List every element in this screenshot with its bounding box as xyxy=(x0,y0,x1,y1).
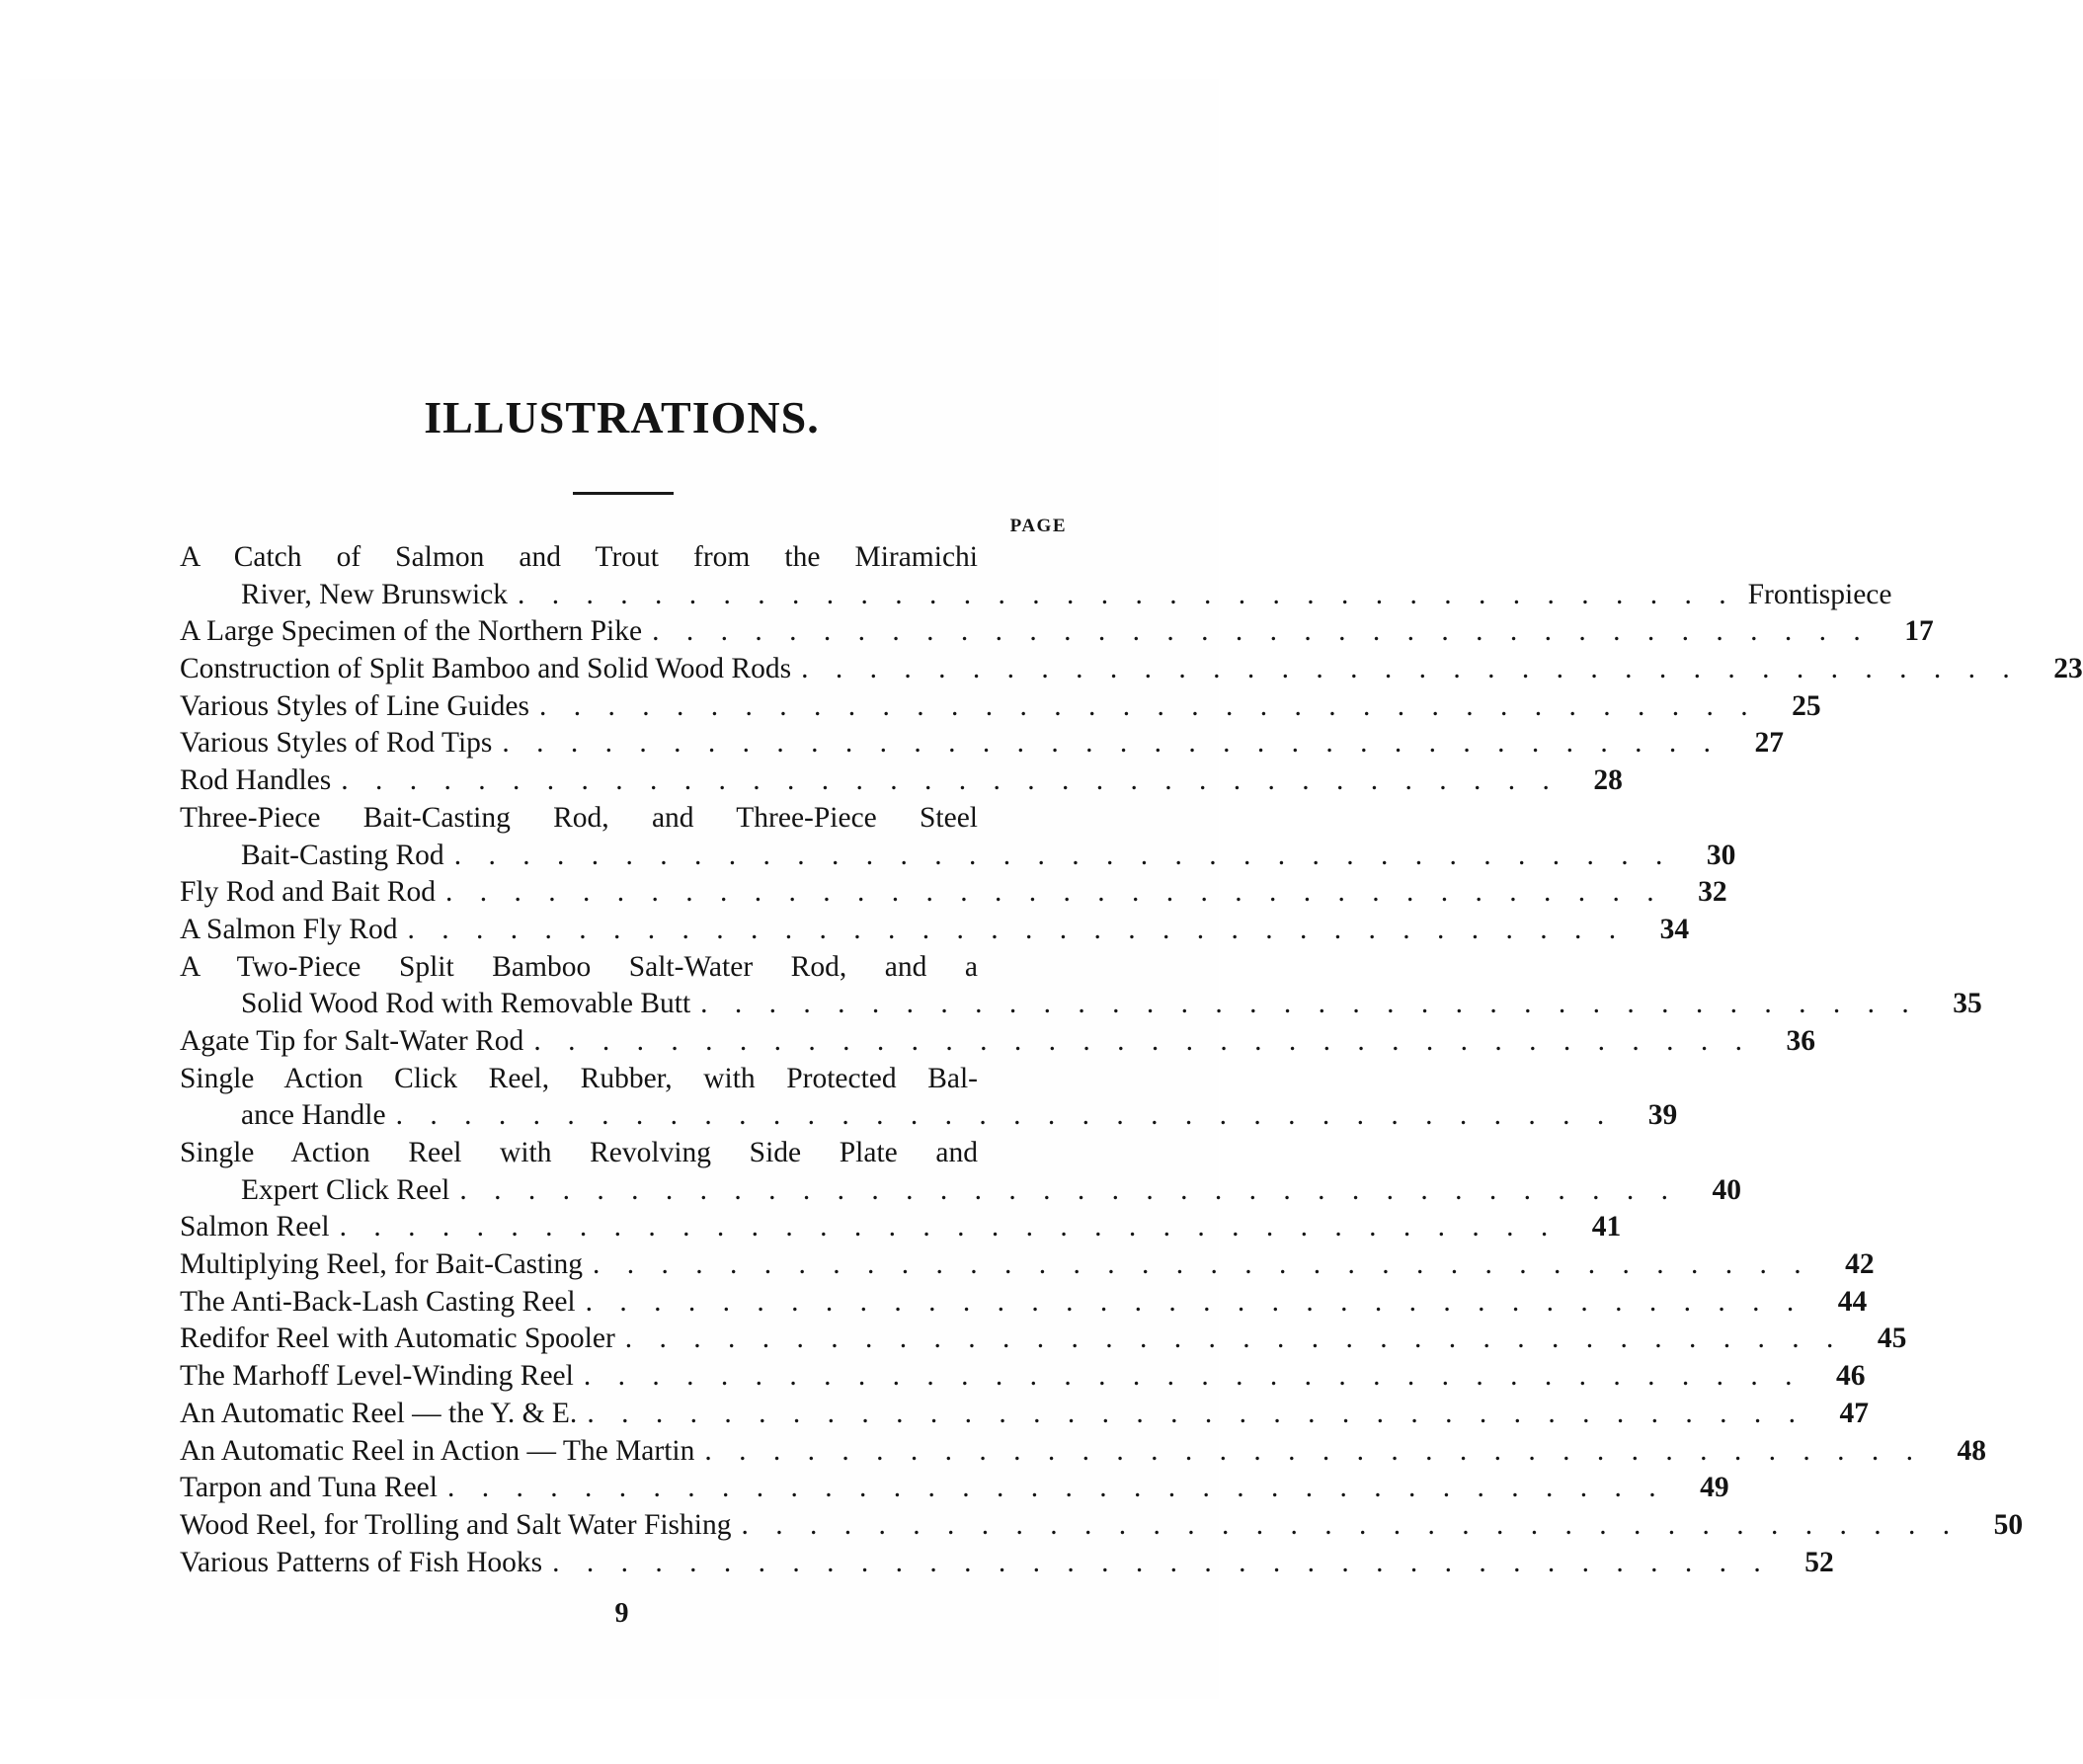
page-column-header: PAGE xyxy=(1009,516,1067,536)
illustration-entry xyxy=(180,800,1736,874)
illustration-entry xyxy=(180,874,1727,912)
illustration-entry xyxy=(180,539,1892,613)
entry-line xyxy=(180,1358,1866,1396)
illustration-entry xyxy=(180,1507,2024,1545)
dot-leader: . . . . . . . . . . . . . . . . . . . . . . . . . . . . . . . . . . . . xyxy=(593,1248,1811,1281)
entry-line xyxy=(180,613,1934,651)
illustration-entry xyxy=(180,1545,1834,1582)
dot-leader: . . . . . . . . . . . . . . . . . . . . . . . . . . . . . . . . . . . . xyxy=(341,764,1560,797)
dot-leader: . . . . . . . . . . . . . . . . . . . . . . . . . . . . . . . . . . . . xyxy=(538,689,1758,722)
dot-leader: . . . . . . . . . . . . . . . . . . . . . . . . . . . . . . . . . . . . xyxy=(395,1099,1615,1132)
dot-leader: . . . . . . . . . . . . . . . . . . . . . . . . . . . . . . . . . . . . xyxy=(446,1472,1666,1504)
dot-leader: . . . . . . . . . . . . . . . . . . . . . . . . . . . . . . . . . . . . xyxy=(533,1024,1752,1057)
dot-leader: . . . . . . . . . . . . . . . . . . . . . . . . . . . . . . . . . . . . xyxy=(704,1434,1923,1467)
entry-line xyxy=(180,1209,1622,1246)
illustration-entry xyxy=(180,762,1623,800)
illustration-entry xyxy=(180,613,1934,651)
page-title: ILLUSTRATIONS. xyxy=(424,392,820,442)
entry-title: Single Action Click Reel, Rubber, with Protected Bal- xyxy=(180,1062,978,1094)
entry-line xyxy=(180,1172,1741,1210)
entry-title: Various Patterns of Fish Hooks xyxy=(180,1546,543,1578)
entry-page-number: 17 xyxy=(1904,615,1934,648)
title-rule xyxy=(573,492,674,495)
entry-line xyxy=(180,651,2083,688)
entry-page-number: 23 xyxy=(2053,653,2083,685)
entry-line xyxy=(180,1507,2024,1545)
entry-page-number: 36 xyxy=(1786,1024,1815,1057)
entry-title: An Automatic Reel — the Y. & E. xyxy=(180,1397,578,1429)
dot-leader: . . . . . . . . . . . . . . . . . . . . . . . . . . . . . . . . . . . . xyxy=(453,839,1673,871)
entry-page-number: 52 xyxy=(1804,1546,1834,1578)
dot-leader: . . . . . . . . . . . . . . . . . . . . . . . . . . . . . . . . . . . . xyxy=(459,1173,1678,1206)
entry-title: An Automatic Reel in Action — The Martin xyxy=(180,1434,695,1467)
illustration-entry xyxy=(180,1470,1729,1507)
dot-leader: . . . . . . . . . . . . . . . . . . . . . . . . . . . . . . . . . . . . xyxy=(444,876,1664,909)
entry-title: Various Styles of Line Guides xyxy=(180,689,529,722)
entry-title: Solid Wood Rod with Removable Butt xyxy=(241,988,691,1020)
entry-page-number: Frontispiece xyxy=(1747,578,1892,610)
entry-line xyxy=(180,1023,1815,1061)
dot-leader: . . . . . . . . . . . . . . . . . . . . . . . . . . . . . . . . . . . . xyxy=(624,1323,1844,1355)
entry-line xyxy=(180,949,1069,987)
dot-leader: . . . . . . . . . . . . . . . . . . . . . . . . . . . . . . . . . . . . xyxy=(583,1360,1803,1393)
entry-line xyxy=(180,725,1785,762)
illustration-entry xyxy=(180,1358,1866,1396)
entry-title: The Anti-Back-Lash Casting Reel xyxy=(180,1285,576,1318)
entry-line xyxy=(180,1470,1729,1507)
entry-line xyxy=(180,1433,1986,1471)
entry-title: A Catch of Salmon and Trout from the Miramichi xyxy=(180,541,978,573)
illustration-entry xyxy=(180,912,1690,949)
entry-title: Various Styles of Rod Tips xyxy=(180,727,493,760)
dot-leader: . . . . . . . . . . . . . . . . . . . . . . . . . . . . . . . . . . . . xyxy=(585,1285,1804,1318)
entry-line xyxy=(180,577,1892,614)
entry-title: The Marhoff Level-Winding Reel xyxy=(180,1360,574,1393)
dot-leader: . . . . . . . . . . . . . . . . . . . . . . . . . . . . . . . . . . . . xyxy=(741,1508,1961,1541)
entry-line xyxy=(180,986,1982,1023)
entry-page-number: 42 xyxy=(1845,1248,1875,1281)
entry-title: Wood Reel, for Trolling and Salt Water Fishing xyxy=(180,1508,732,1541)
illustration-entry xyxy=(180,1135,1741,1209)
page-number: 9 xyxy=(614,1598,629,1629)
entry-page-number: 27 xyxy=(1754,727,1785,760)
entry-title: A Two-Piece Split Bamboo Salt-Water Rod, and a xyxy=(180,950,978,983)
illustration-entry xyxy=(180,1396,1869,1433)
entry-title: Bait-Casting Rod xyxy=(241,839,444,871)
entry-page-number: 50 xyxy=(1993,1508,2024,1541)
dot-leader: . . . . . . . . . . . . . . . . . . . . . . . . . . . . . . . . . . . . xyxy=(339,1211,1559,1243)
entry-page-number: 39 xyxy=(1647,1099,1678,1132)
entry-page-number: 48 xyxy=(1957,1434,1986,1467)
entry-line xyxy=(180,1321,1907,1358)
entry-title: Salmon Reel xyxy=(180,1211,330,1243)
entry-page-number: 40 xyxy=(1712,1173,1741,1206)
entry-title: Tarpon and Tuna Reel xyxy=(180,1472,438,1504)
entry-line xyxy=(180,912,1690,949)
entry-line xyxy=(180,539,1069,577)
entry-title: Agate Tip for Salt-Water Rod xyxy=(180,1024,524,1057)
entry-title: River, New Brunswick xyxy=(241,578,509,610)
entry-line xyxy=(180,1545,1834,1582)
illustration-entry xyxy=(180,1321,1907,1358)
entry-line xyxy=(180,1135,1069,1172)
dot-leader: . . . . . . . . . . . . . . . . . . . . . . . . . . . . . . . . . . . . xyxy=(700,988,1919,1020)
entry-title: Rod Handles xyxy=(180,764,332,797)
dot-leader: . . . . . . . . . . . . . . . . . . . . . . . . . . . . . . . . . . . . xyxy=(407,913,1627,945)
dot-leader: . . . . . . . . . . . . . . . . . . . . . . . . . . . . . . . . . . . . xyxy=(552,1546,1771,1578)
illustration-entry xyxy=(180,651,2083,688)
illustrations-list xyxy=(180,539,2083,1581)
entry-page-number: 28 xyxy=(1593,764,1623,797)
entry-line xyxy=(180,1396,1869,1433)
entry-line xyxy=(180,688,1821,726)
entry-line xyxy=(180,1246,1875,1284)
illustration-entry xyxy=(180,1284,1868,1322)
entry-page-number: 41 xyxy=(1591,1211,1622,1243)
entry-title: Expert Click Reel xyxy=(241,1173,450,1206)
entry-title: Multiplying Reel, for Bait-Casting xyxy=(180,1248,584,1281)
illustration-entry xyxy=(180,1246,1875,1284)
entry-page-number: 45 xyxy=(1877,1323,1907,1355)
entry-page-number: 25 xyxy=(1792,689,1821,722)
dot-leader: . . . . . . . . . . . . . . . . . . . . . . . . . . . . . . . . . . . . xyxy=(587,1397,1805,1429)
illustration-entry xyxy=(180,688,1821,726)
illustration-entry xyxy=(180,1433,1986,1471)
entry-title: A Large Specimen of the Northern Pike xyxy=(180,615,643,648)
entry-title: Single Action Reel with Revolving Side Plate and xyxy=(180,1137,978,1168)
illustration-entry xyxy=(180,1209,1622,1246)
dot-leader: . . . . . . . . . . . . . . . . . . . . . . . . . . . . . . . . . . . . xyxy=(502,727,1722,760)
entry-page-number: 44 xyxy=(1837,1285,1868,1318)
entry-line xyxy=(180,762,1623,800)
entry-page-number: 46 xyxy=(1835,1360,1866,1393)
entry-line xyxy=(180,1284,1868,1322)
entry-page-number: 30 xyxy=(1706,839,1736,871)
entry-title: Redifor Reel with Automatic Spooler xyxy=(180,1323,615,1355)
entry-page-number: 49 xyxy=(1700,1472,1729,1504)
dot-leader: . . . . . . . . . . . . . . . . . . . . . . . . . . . . . . . . . . . . xyxy=(801,653,2020,685)
entry-line xyxy=(180,874,1727,912)
illustration-entry xyxy=(180,1061,1678,1135)
entry-title: Fly Rod and Bait Rod xyxy=(180,876,436,909)
entry-line xyxy=(180,800,1069,838)
illustration-entry xyxy=(180,725,1785,762)
entry-line xyxy=(180,838,1736,875)
entry-title: A Salmon Fly Rod xyxy=(180,913,398,945)
dot-leader: . . . . . . . . . . . . . . . . . . . . . . . . . . . . . . . . . . . . xyxy=(518,578,1736,610)
illustration-entry xyxy=(180,1023,1815,1061)
entry-page-number: 35 xyxy=(1953,988,1982,1020)
dot-leader: . . . . . . . . . . . . . . . . . . . . . . . . . . . . . . . . . . . . xyxy=(652,615,1871,648)
entry-page-number: 32 xyxy=(1698,876,1727,909)
illustration-entry xyxy=(180,949,1982,1023)
entry-line xyxy=(180,1097,1678,1135)
entry-line xyxy=(180,1061,1069,1098)
entry-page-number: 47 xyxy=(1839,1397,1869,1429)
entry-page-number: 34 xyxy=(1659,913,1690,945)
entry-title: Three-Piece Bait-Casting Rod, and Three-Piece Steel xyxy=(180,801,978,834)
entry-title: ance Handle xyxy=(241,1099,386,1132)
entry-title: Construction of Split Bamboo and Solid Wood Rods xyxy=(180,653,792,685)
